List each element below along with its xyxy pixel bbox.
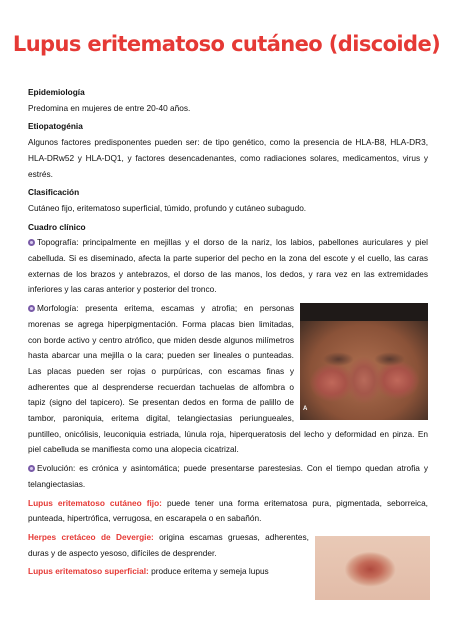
text-superficial: produce eritema y semeja lupus <box>148 566 269 577</box>
face-lesion-photo <box>300 303 428 420</box>
text-topografia: Topografía: principalmente en mejillas y el dorso de la nariz, los labios, pabellones auriculares y piel cabelluda. Si es diseminado, afecta la parte superior del pecho en la zona del escote y el cuello, las caras externas de los brazos y antebrazos, el dorso de las manos, los dedos, y rara vez en las extremidades inferiores y las caras anterior y posterior del tronco. <box>28 237 428 295</box>
paragraph-fijo <box>28 496 428 527</box>
text-devergie: origina escamas gruesas, adherentes, duras y de aspecto yesoso, difíciles de desprender. <box>28 531 309 558</box>
bullet-icon <box>28 465 35 472</box>
text-epidemiologia: Predomina en mujeres de entre 20-40 años. <box>28 102 191 113</box>
label-fijo: Lupus eritematoso cutáneo fijo: <box>28 497 162 508</box>
text-evolucion: Evolución: es crónica y asintomática; puede presentarse parestesias. Con el tiempo quedan atrofia y telangiectasias. <box>28 463 428 489</box>
photo-hair <box>300 303 428 321</box>
paragraph-devergie <box>28 530 428 561</box>
label-devergie: Herpes cretáceo de Devergie: <box>28 531 154 542</box>
label-superficial: Lupus eritematoso superficial: <box>28 566 149 577</box>
heading-cuadro-clinico: Cuadro clínico <box>28 221 86 232</box>
text-clasificacion: Cutáneo fijo, eritematoso superficial, túmido, profundo y cutáneo subagudo. <box>28 202 307 213</box>
bullet-icon <box>28 305 35 312</box>
page-title: Lupus eritematoso cutáneo (discoide) <box>12 32 441 56</box>
photo-label: A <box>303 406 308 413</box>
text-fijo: puede tener una forma eritematosa pura, pigmentada, seborreica, punteada, hipertrófica, verrugosa, en escarapela o en sabañón. <box>28 497 428 524</box>
bullet-icon <box>28 239 35 246</box>
heading-etiopatogenia: Etiopatogénia <box>28 121 83 132</box>
text-etiopatogenia: Algunos factores predisponentes pueden ser: de tipo genético, como la presencia de HLA-B8, HLA-DR3, HLA-DRw52 y HLA-DQ1, y factores desencadenantes, como radiaciones solares, medicamentos, virus y estrés. <box>28 137 428 179</box>
paragraph-topografia <box>28 235 428 298</box>
paragraph-morfologia <box>28 301 428 458</box>
document-body <box>28 82 428 602</box>
paragraph-evolucion <box>28 461 428 492</box>
text-morfologia: Morfología: presenta eritema, escamas y atrofia; en personas morenas se agrega hiperpigmentación. Forma placas bien limitadas, con borde activo y centro atrófico, que miden desde algunos milímetros hasta abarcar una mejilla o la cara; pueden ser lineales o punteadas. Las placas pueden ser rojas o purpúricas, con escamas finas y adherentes que al desprenderse recuerdan tachuelas de alfombra o tapiz (signo del tapicero). Se presentan dedos en forma de palillo de tambor, paroniquia, eritema digital, telangiectasias periungueales, puntilleo, onicólisis, leuconiquia estriada, lúnula roja, hiperqueratosis del lecho y deformidad en pinza. En piel cabelluda se manifiesta como una alopecia cicatrizal. <box>28 303 428 455</box>
heading-clasificacion: Clasificación <box>28 187 80 198</box>
heading-epidemiologia: Epidemiología <box>28 87 85 97</box>
neck-lesion-photo <box>315 536 430 600</box>
